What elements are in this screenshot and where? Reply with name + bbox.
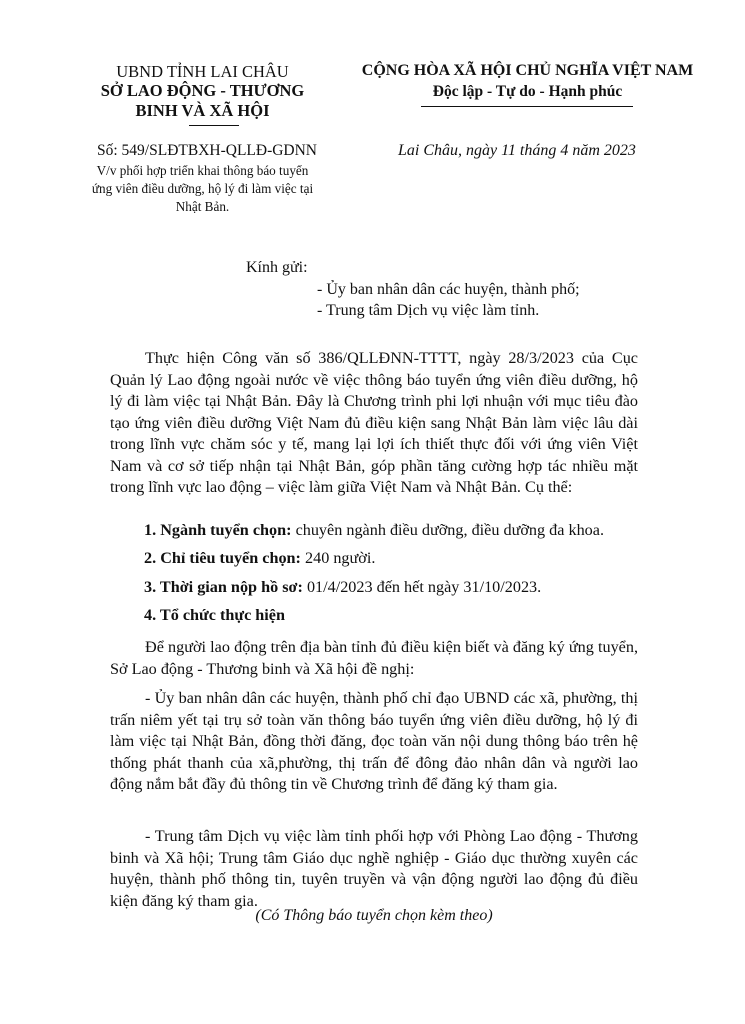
recipient-item: - Trung tâm Dịch vụ việc làm tỉnh. <box>317 302 540 319</box>
item-3-label: 3. Thời gian nộp hồ sơ: <box>144 578 303 596</box>
paragraph-3 <box>110 688 638 796</box>
intro-paragraph <box>110 348 638 499</box>
paragraph-4 <box>110 826 638 912</box>
paragraph-3-text: - Ủy ban nhân dân các huyện, thành phố chỉ đạo UBND các xã, phường, thị trấn niêm yết tại trụ sở toàn văn thông báo tuyển ứng viên điều dưỡng, hộ lý đi làm việc tại Nhật Bản, đồng thời đăng, đọc toàn văn nội dung thông báo trên hệ thống phát thanh của xã,phường, thị trấn để đông đảo nhân dân và người lao động nắm bắt đầy đủ thông tin về Chương trình để đăng ký tham gia. <box>110 689 638 793</box>
paragraph-2 <box>110 637 638 680</box>
item-3-value: 01/4/2023 đến hết ngày 31/10/2023. <box>302 578 542 596</box>
recipients-label: Kính gửi: <box>246 259 308 276</box>
item-2-label: 2. Chỉ tiêu tuyển chọn: <box>144 549 301 567</box>
subject-line: V/v phối hợp triển khai thông báo tuyển <box>96 163 309 178</box>
recipient-item: - Ủy ban nhân dân các huyện, thành phố; <box>317 281 580 298</box>
item-3 <box>144 578 541 597</box>
agency-underline <box>189 125 239 126</box>
agency-name-line1: UBND TỈNH LAI CHÂU <box>116 62 289 81</box>
subject-line: ứng viên điều dưỡng, hộ lý đi làm việc tại <box>91 181 314 196</box>
intro-text: Thực hiện Công văn số 386/QLLĐNN-TTTT, ngày 28/3/2023 của Cục Quản lý Lao động ngoài nước về việc thông báo tuyển ứng viên điều dưỡng, hộ lý đi làm việc tại Nhật Bản. Đây là Chương trình phi lợi nhuận với mục tiêu đào tạo ứng viên điều dưỡng Việt Nam đủ điều kiện sang Nhật Bản làm việc lâu dài trong lĩnh vực chăm sóc y tế, mang lại lợi ích thiết thực đối với ứng viên Việt Nam và cơ sở tiếp nhận tại Nhật Bản, góp phần tăng cường hợp tác nhiều mặt trong lĩnh vực lao động – việc làm giữa Việt Nam và Nhật Bản. Cụ thể: <box>110 349 638 496</box>
document-subject <box>60 162 345 216</box>
attachment-note: (Có Thông báo tuyển chọn kèm theo) <box>255 907 493 924</box>
motto-underline <box>421 106 633 107</box>
nation-motto: Độc lập - Tự do - Hạnh phúc <box>432 83 623 100</box>
item-1-value: chuyên ngành điều dưỡng, điều dưỡng đa khoa. <box>291 521 605 539</box>
item-4-label: 4. Tổ chức thực hiện <box>144 606 285 624</box>
agency-name-line2: SỞ LAO ĐỘNG - THƯƠNG <box>100 81 305 100</box>
paragraph-4-text: - Trung tâm Dịch vụ việc làm tỉnh phối hợp với Phòng Lao động - Thương binh và Xã hội; Trung tâm Giáo dục nghề nghiệp - Giáo dục thường xuyên các huyện, thành phố thông tin, tuyên truyền và vận động người lao động đủ điều kiện đăng ký tham gia. <box>110 827 638 910</box>
item-2-value: 240 người. <box>300 549 376 567</box>
agency-name-line3: BINH VÀ XÃ HỘI <box>135 101 270 120</box>
nation-title: CỘNG HÒA XÃ HỘI CHỦ NGHĨA VIỆT NAM <box>361 62 694 79</box>
item-1-label: 1. Ngành tuyển chọn: <box>144 521 292 539</box>
paragraph-2-text: Để người lao động trên địa bàn tỉnh đủ điều kiện biết và đăng ký ứng tuyển, Sở Lao động - Thương binh và Xã hội đề nghị: <box>110 638 638 678</box>
document-date: Lai Châu, ngày 11 tháng 4 năm 2023 <box>398 142 636 159</box>
subject-line: Nhật Bản. <box>175 199 230 214</box>
item-1 <box>144 521 604 540</box>
document-number: Số: 549/SLĐTBXH-QLLĐ-GDNN <box>97 142 318 159</box>
item-2 <box>144 549 375 568</box>
